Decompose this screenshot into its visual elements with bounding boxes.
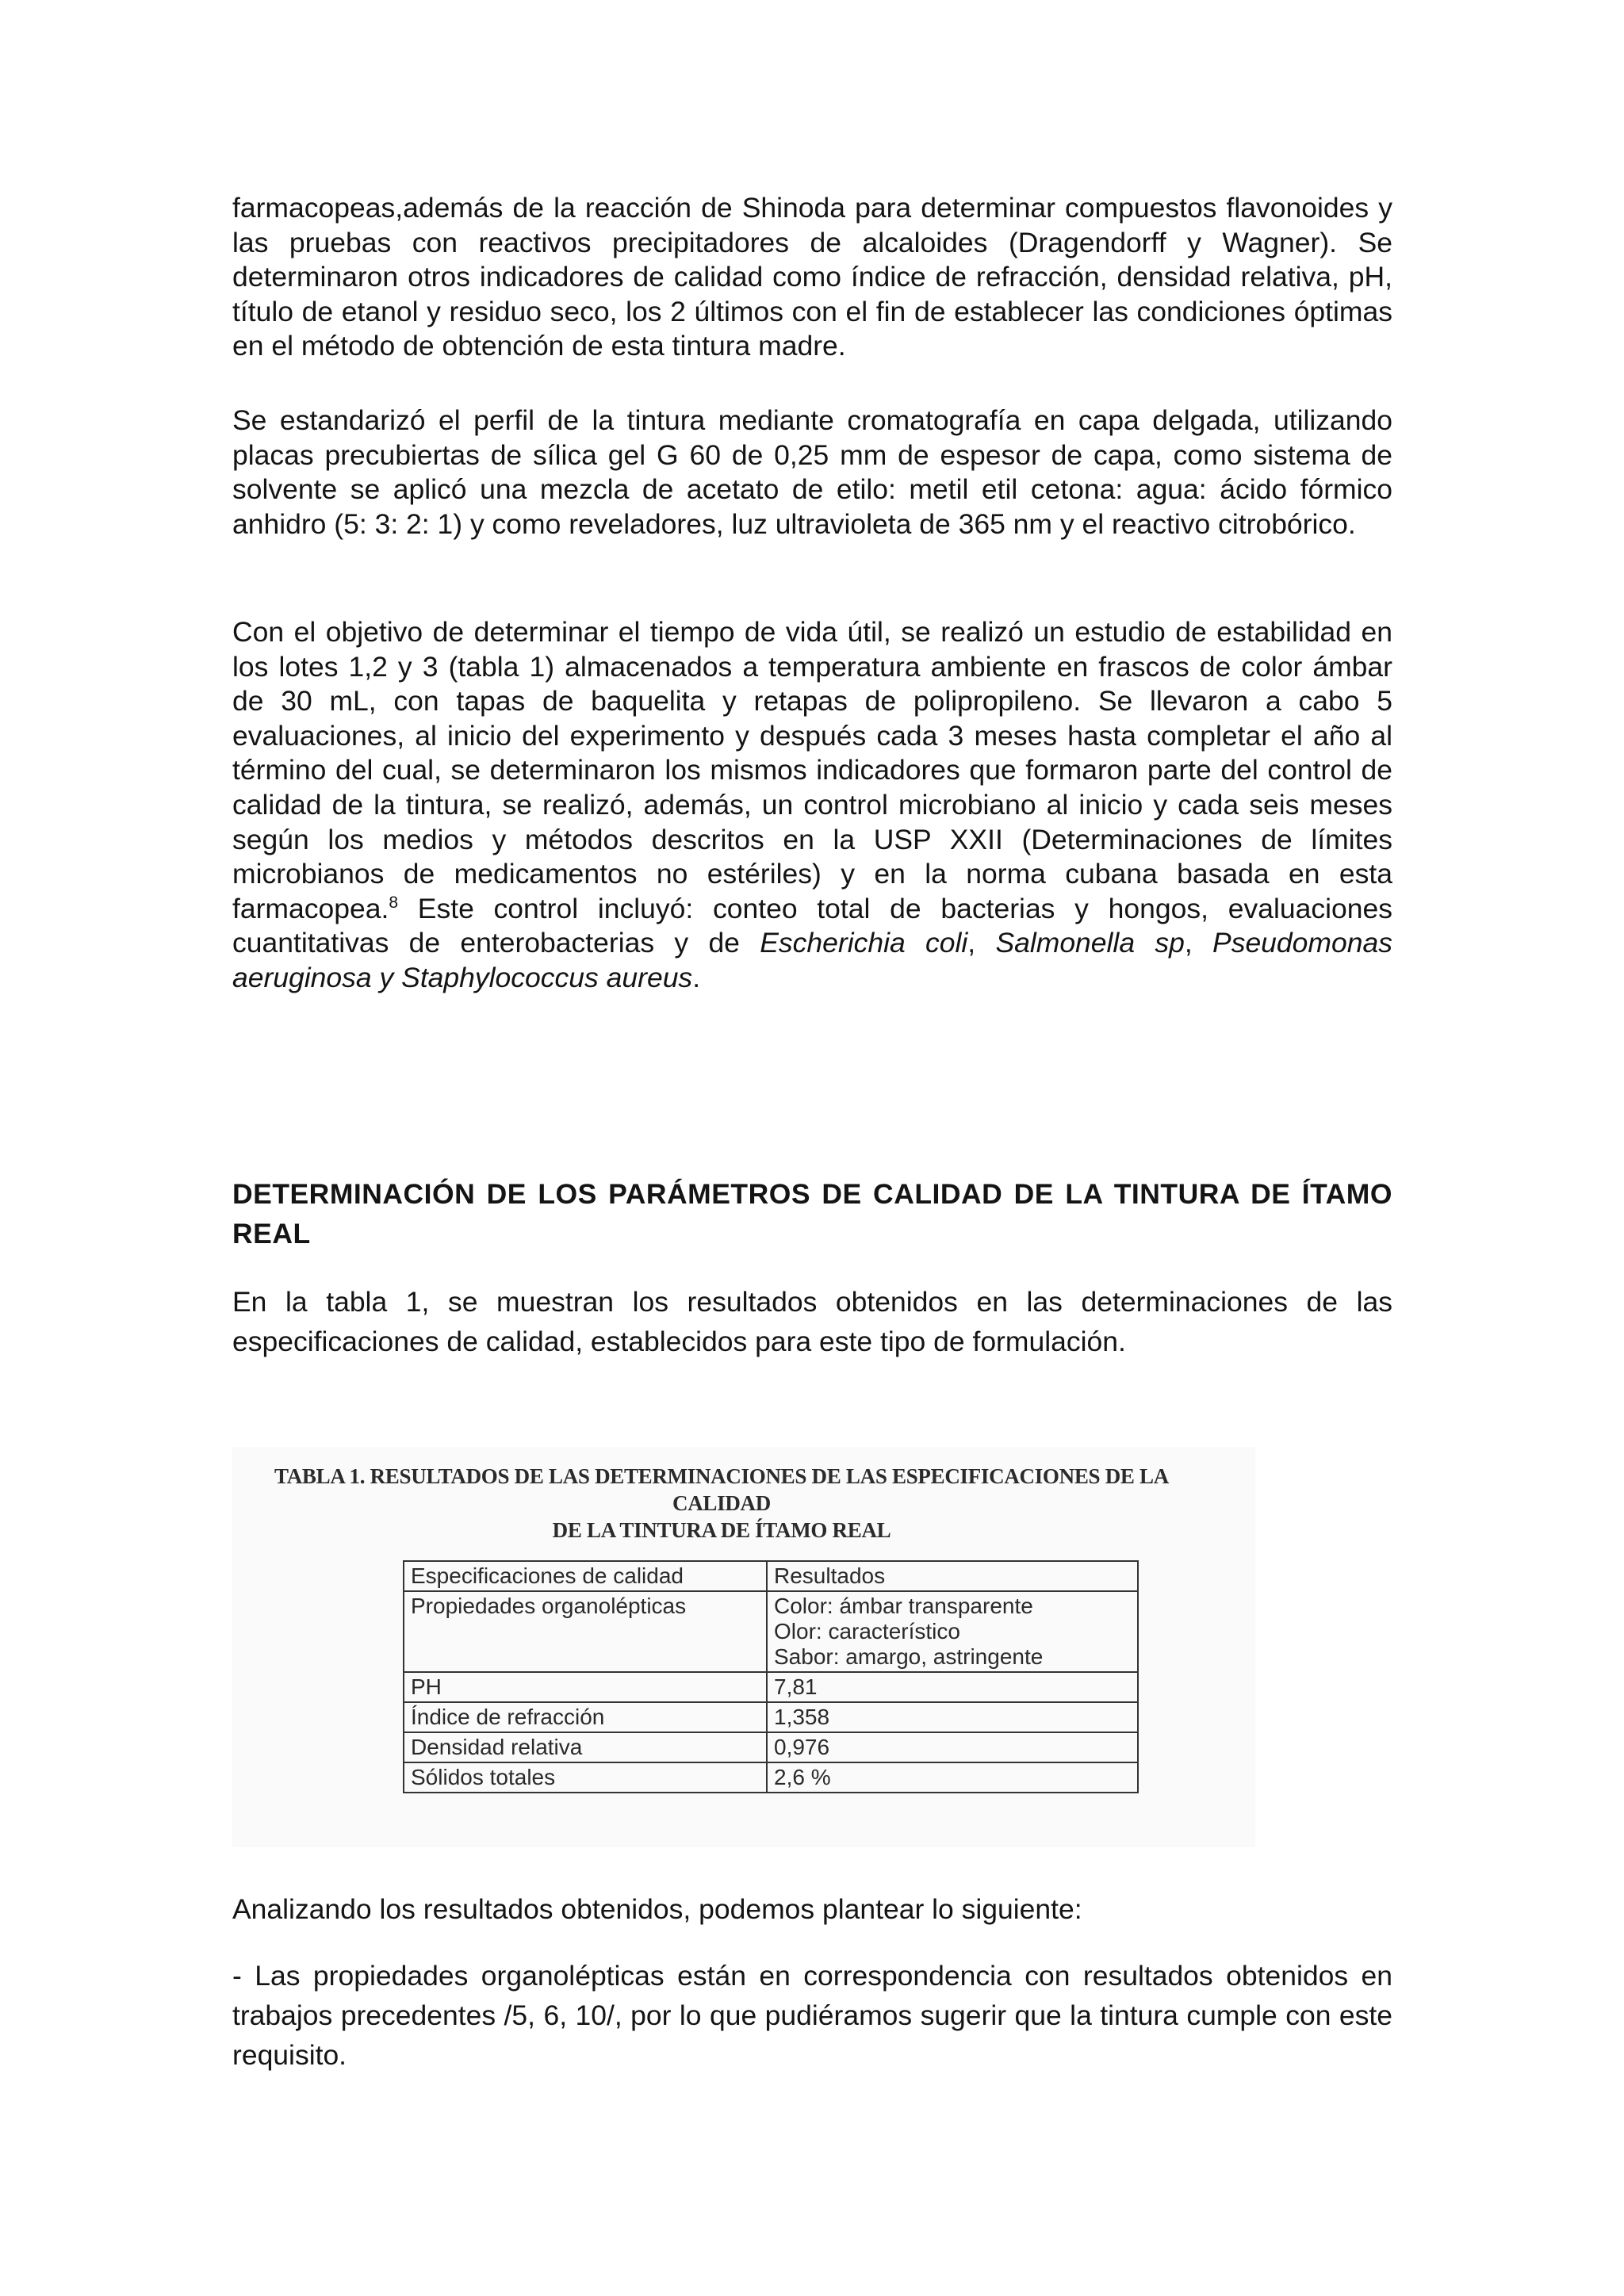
result-cell: 1,358 <box>767 1702 1138 1732</box>
table1-title-line2: DE LA TINTURA DE ÍTAMO REAL <box>552 1518 891 1542</box>
paragraph-organoleptic-analysis: - Las propiedades organolépticas están en correspondencia con resultados obtenidos en trabajos precedentes /5, 6, 10/, por lo que pudiéramos sugerir que la tintura cumple con este requisito. <box>232 1960 1392 2071</box>
separator: , <box>967 927 996 959</box>
paragraph-stability-text-cont: Este control incluyó: conteo total de bacterias y hongos, evaluaciones cuantitativas de enterobacterias y de <box>232 892 1392 959</box>
spec-cell: Densidad relativa <box>404 1732 767 1762</box>
paragraph-methods-intro: farmacopeas,además de la reacción de Shinoda para determinar compuestos flavonoides y las pruebas con reactivos precipitadores de alcaloides (Dragendorff y Wagner). Se determinaron otros indicadores de calidad como índice de refracción, densidad relativa, pH, título de etanol y residuo seco, los 2 últimos con el fin de establecer las condiciones óptimas en el método de obtención de esta tintura madre. <box>232 192 1392 362</box>
header-cell-result: Resultados <box>767 1561 1138 1591</box>
spec-cell: Índice de refracción <box>404 1702 767 1732</box>
result-line-color: Color: ámbar transparente <box>774 1594 1033 1618</box>
organism-escherichia: Escherichia coli <box>760 927 968 959</box>
paragraph-analysis-intro: Analizando los resultados obtenidos, podemos plantear lo siguiente: <box>232 1893 1082 1925</box>
result-line-odor: Olor: característico <box>774 1619 960 1644</box>
table-row <box>404 1591 1138 1672</box>
paragraph-stability-text: Con el objetivo de determinar el tiempo de vida útil, se realizó un estudio de estabilidad en los lotes 1,2 y 3 (tabla 1) almacenados a temperatura ambiente en frascos de color ámbar de 30 mL, con tapas de baquelita y retapas de polipropileno. Se llevaron a cabo 5 evaluaciones, al inicio del experimento y después cada 3 meses hasta completar el año al término del cual, se determinaron los mismos indicadores que formaron parte del control de calidad de la tintura, se realizó, además, un control microbiano al inicio y cada seis meses según los medios y métodos descritos en la USP XXII (Determinaciones de límites microbianos de medicamentos no estériles) y en la norma cubana basada en esta farmacopea. <box>232 616 1392 924</box>
organism-salmonella: Salmonella sp <box>995 927 1185 959</box>
result-cell <box>767 1591 1138 1672</box>
table-header-row <box>404 1561 1138 1591</box>
result-line-taste: Sabor: amargo, astringente <box>774 1644 1044 1669</box>
separator: , <box>1184 927 1213 959</box>
result-cell: 7,81 <box>767 1672 1138 1702</box>
table-row <box>404 1702 1138 1732</box>
table1-title <box>246 1463 1197 1544</box>
result-cell: 2,6 % <box>767 1762 1138 1793</box>
paragraph-stability-study <box>232 615 1392 996</box>
table-row <box>404 1762 1138 1793</box>
period: . <box>692 961 701 993</box>
spec-cell: PH <box>404 1672 767 1702</box>
reference-superscript: 8 <box>389 893 399 912</box>
table1-figure <box>232 1447 1255 1847</box>
table-row <box>404 1732 1138 1762</box>
result-cell: 0,976 <box>767 1732 1138 1762</box>
paragraph-table-intro: En la tabla 1, se muestran los resultados obtenidos en las determinaciones de las especificaciones de calidad, establecidos para este tipo de formulación. <box>232 1286 1392 1357</box>
paragraph-chromatography: Se estandarizó el perfil de la tintura mediante cromatografía en capa delgada, utilizando placas precubiertas de sílica gel G 60 de 0,25 mm de espesor de capa, como sistema de solvente se aplicó una mezcla de acetato de etilo: metil etil cetona: agua: ácido fórmico anhidro (5: 3: 2: 1) y como reveladores, luz ultravioleta de 365 nm y el reactivo citrobórico. <box>232 404 1392 540</box>
quality-spec-table <box>403 1560 1139 1793</box>
table1-title-line1: TABLA 1. RESULTADOS DE LAS DETERMINACIONES DE LAS ESPECIFICACIONES DE LA CALIDAD <box>274 1464 1169 1515</box>
section-heading: DETERMINACIÓN DE LOS PARÁMETROS DE CALIDAD DE LA TINTURA DE ÍTAMO REAL <box>232 1178 1392 1249</box>
spec-cell: Sólidos totales <box>404 1762 767 1793</box>
table-row <box>404 1672 1138 1702</box>
spec-cell: Propiedades organolépticas <box>404 1591 767 1672</box>
organism-pseudomonas-staphylococcus: Pseudomonas aeruginosa y Staphylococcus aureus <box>232 927 1392 993</box>
header-cell-spec: Especificaciones de calidad <box>404 1561 767 1591</box>
